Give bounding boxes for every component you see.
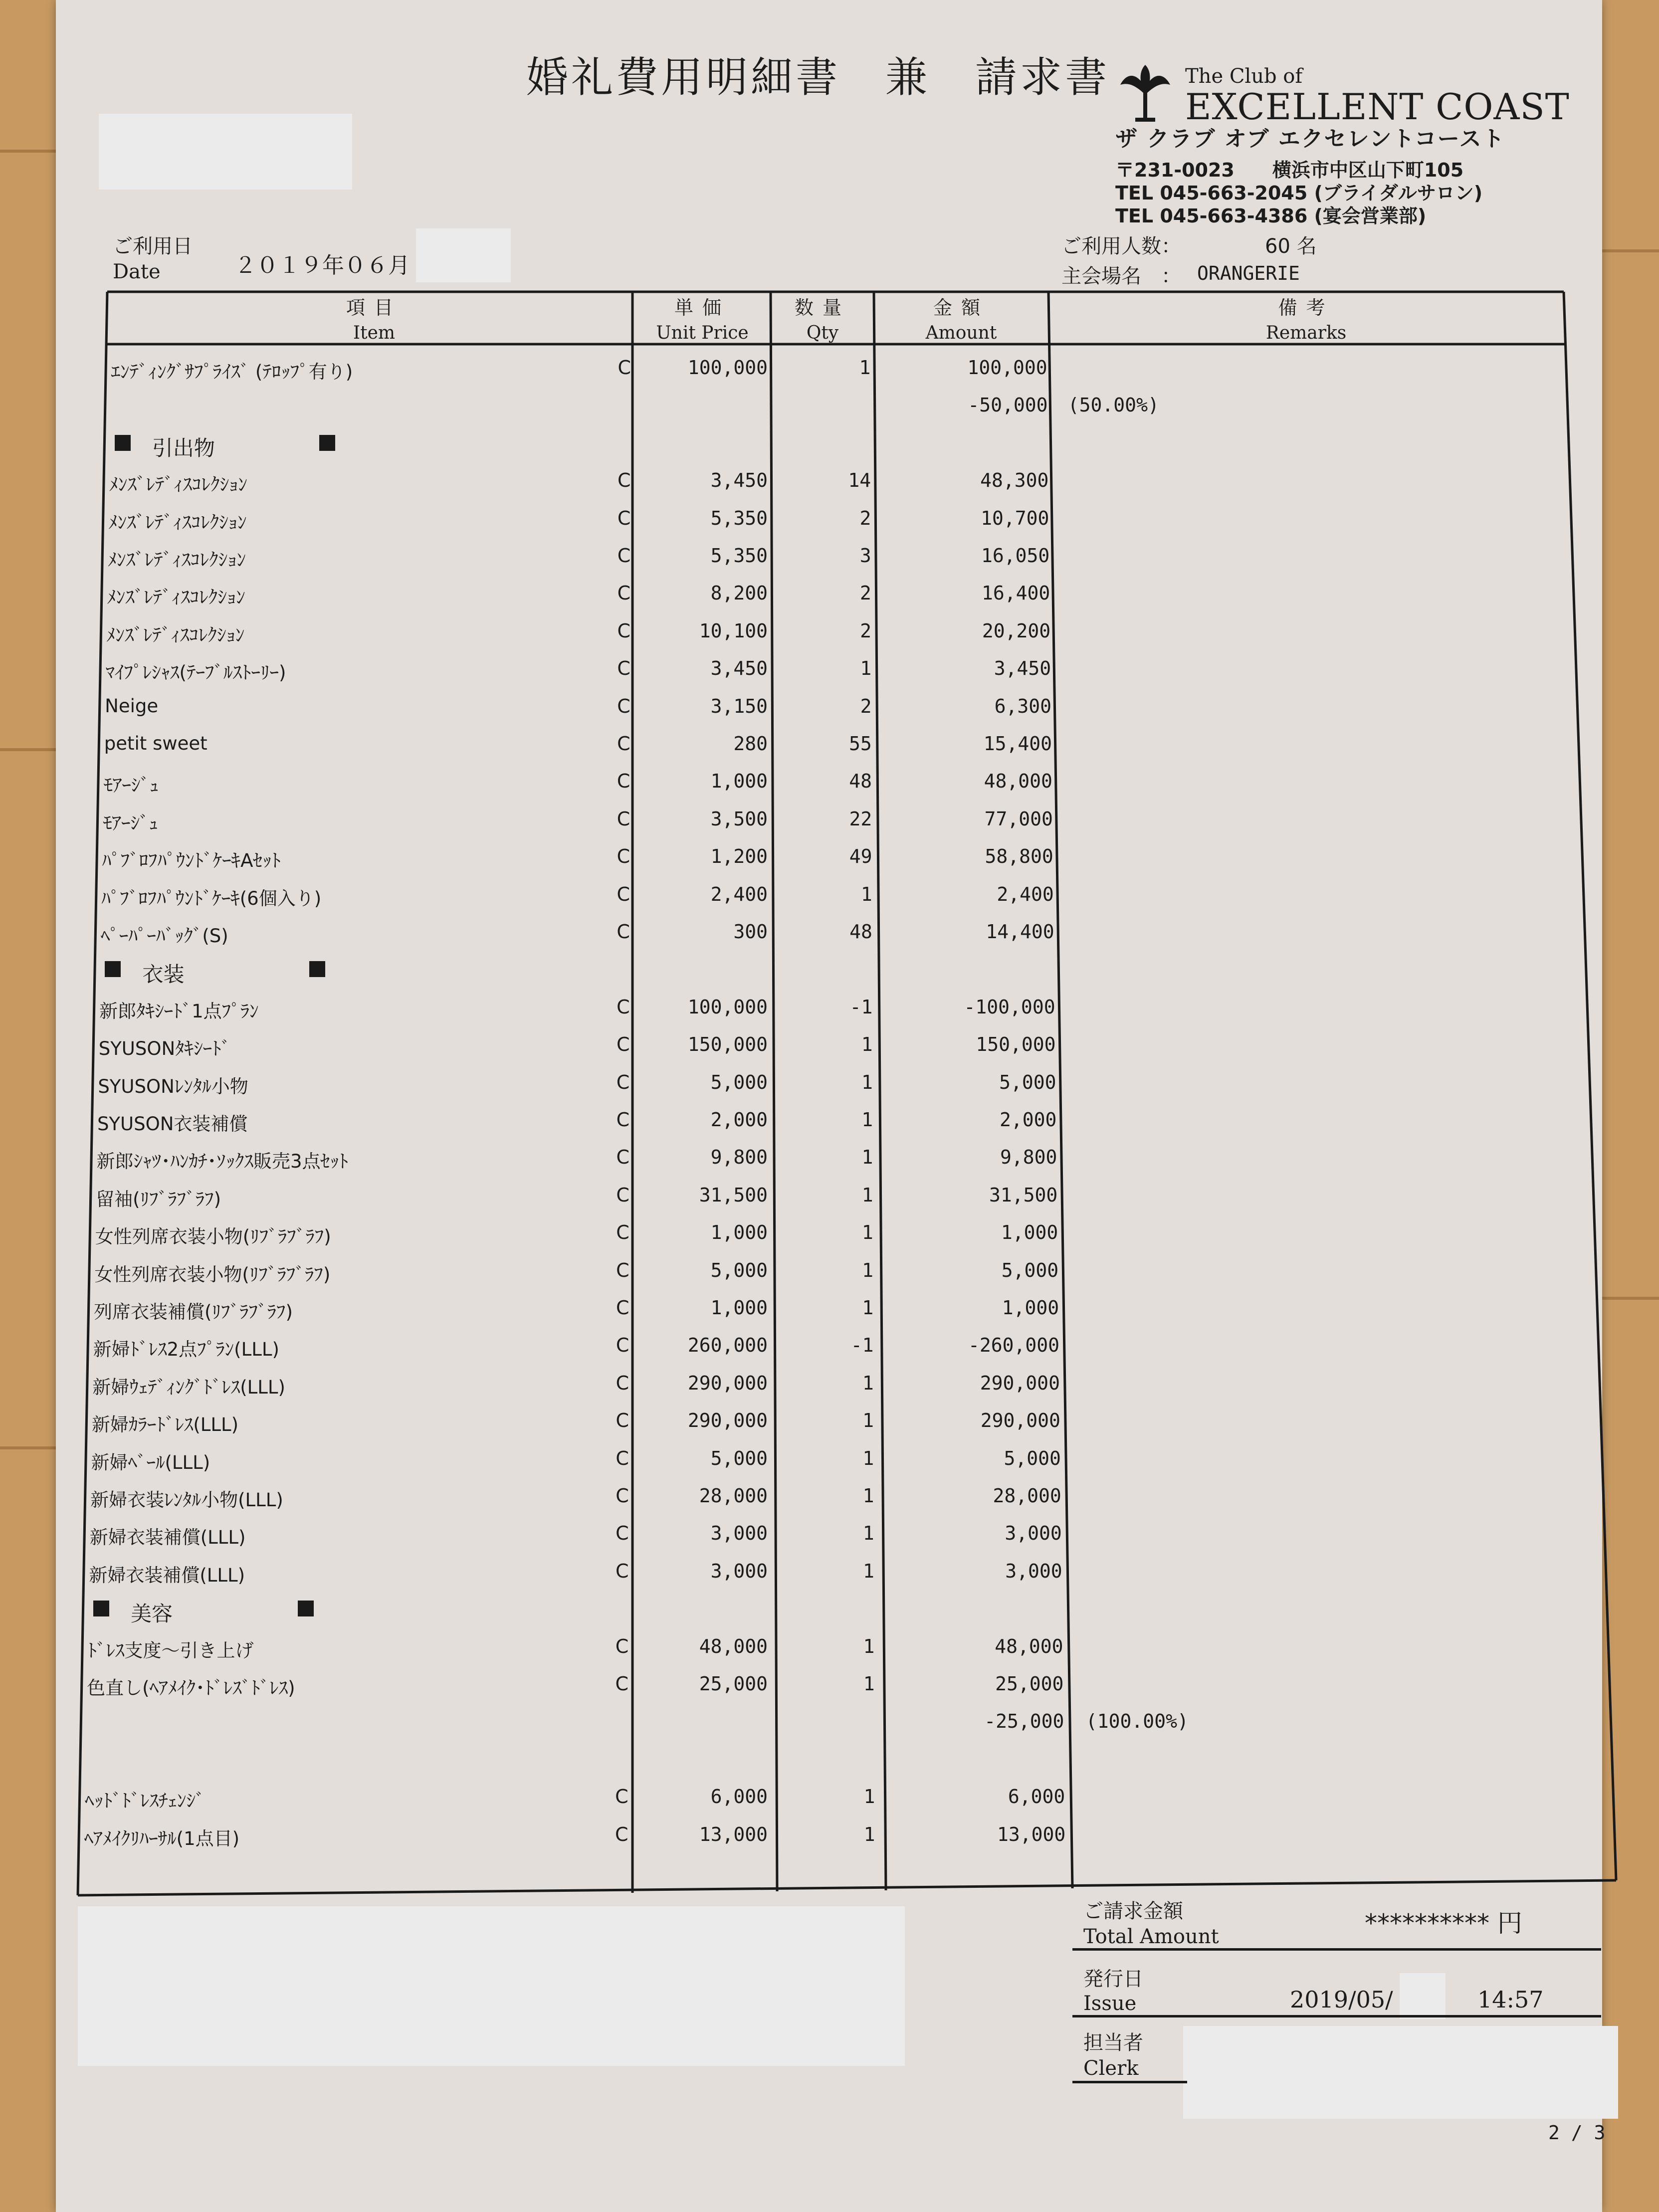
section-header-row	[0, 958, 1659, 988]
qty-cell: 1	[862, 1297, 874, 1319]
amount-cell: 100,000	[967, 357, 1047, 379]
table-row	[0, 1221, 1659, 1251]
total-amount-value: ********** 円	[1365, 1909, 1522, 1938]
tax-code-cell: C	[616, 1146, 630, 1169]
qty-cell: 48	[849, 770, 872, 793]
item-cell: 列席衣装補償(ﾘﾌﾞﾗﾌﾞﾗﾌ)	[94, 1301, 293, 1323]
item-cell: ﾍｱﾒｲｸﾘﾊｰｻﾙ(1点目)	[84, 1827, 240, 1849]
qty-cell: 1	[861, 1071, 873, 1093]
unit-price-cell: 31,500	[699, 1184, 768, 1206]
amount-cell: -100,000	[964, 996, 1055, 1018]
unit-price-cell: 28,000	[699, 1485, 768, 1507]
item-cell: SYUSONﾀｷｼｰﾄﾞ	[98, 1038, 231, 1060]
item-cell: ﾍﾟｰﾊﾟｰﾊﾞｯｸﾞ(S)	[100, 925, 228, 947]
amount-cell: 31,500	[989, 1184, 1058, 1206]
unit-price-cell: 13,000	[699, 1823, 768, 1845]
amount-cell: 28,000	[993, 1485, 1061, 1507]
unit-price-cell: 100,000	[687, 996, 768, 1018]
unit-price-cell: 290,000	[687, 1409, 768, 1432]
item-cell: 女性列席衣装小物(ﾘﾌﾞﾗﾌﾞﾗﾌ)	[95, 1226, 331, 1248]
table-row	[0, 1635, 1659, 1665]
table-row	[0, 733, 1659, 763]
table-row	[0, 1146, 1659, 1176]
table-row	[0, 1748, 1659, 1778]
item-cell: ﾊﾟﾌﾞﾛﾌﾊﾟｳﾝﾄﾞｹｰｷAｾｯﾄ	[102, 850, 281, 872]
venue-value: ORANGERIE	[1197, 262, 1300, 284]
qty-cell: 1	[862, 1485, 874, 1507]
amount-cell: 48,000	[995, 1635, 1063, 1657]
unit-price-cell: 1,000	[710, 1297, 768, 1319]
unit-price-cell: 25,000	[699, 1673, 768, 1695]
item-cell: ﾒﾝｽﾞﾚﾃﾞｨｽｺﾚｸｼｮﾝ	[109, 474, 247, 496]
qty-cell: 1	[862, 1409, 874, 1432]
qty-cell: 3	[859, 545, 871, 567]
amount-cell: -25,000	[984, 1710, 1064, 1733]
item-cell: SYUSON衣装補償	[97, 1113, 248, 1135]
clerk-label-en: Clerk	[1083, 2057, 1139, 2080]
unit-price-cell: 300	[733, 921, 768, 943]
redaction-block	[1183, 2026, 1618, 2119]
qty-cell: 1	[860, 657, 872, 680]
item-cell: ﾏｲﾌﾟﾚｼｬｽ(ﾃｰﾌﾞﾙｽﾄｰﾘｰ)	[105, 662, 286, 684]
qty-cell: 1	[862, 1447, 874, 1469]
table-row	[0, 1823, 1659, 1853]
tax-code-cell: C	[617, 507, 631, 529]
unit-price-cell: 9,800	[710, 1146, 768, 1169]
unit-price-cell: 48,000	[699, 1635, 768, 1657]
amount-cell: 14,400	[986, 921, 1054, 943]
qty-cell: 1	[863, 1786, 875, 1808]
tax-code-cell: C	[617, 582, 631, 604]
amount-cell: 48,300	[980, 469, 1049, 492]
date-label-jp: ご利用日	[113, 235, 193, 258]
remarks-cell: (100.00%)	[1085, 1710, 1189, 1733]
table-row	[0, 921, 1659, 951]
header-amount: 金額 Amount	[925, 297, 997, 343]
unit-price-cell: 3,450	[710, 469, 768, 492]
item-cell: ﾍｯﾄﾞﾄﾞﾚｽﾁｪﾝｼﾞ	[85, 1790, 205, 1812]
table-row	[0, 1334, 1659, 1364]
redaction-block	[78, 1906, 905, 2066]
clerk-label-jp: 担当者	[1083, 2031, 1143, 2054]
item-cell: 新郎ｼｬﾂ･ﾊﾝｶﾁ･ｿｯｸｽ販売3点ｾｯﾄ	[96, 1151, 349, 1173]
venue-label: 主会場名 ：	[1061, 265, 1181, 288]
issue-underline	[1072, 2015, 1601, 2017]
table-row	[0, 394, 1659, 424]
table-row	[0, 883, 1659, 913]
item-cell: ﾒﾝｽﾞﾚﾃﾞｨｽｺﾚｸｼｮﾝ	[108, 511, 247, 533]
amount-cell: 2,000	[1000, 1109, 1057, 1131]
item-cell: ﾒﾝｽﾞﾚﾃﾞｨｽｺﾚｸｼｮﾝ	[106, 624, 245, 646]
tax-code-cell: C	[617, 619, 631, 642]
date-label-en: Date	[113, 260, 161, 283]
item-cell: 女性列席衣装小物(ﾘﾌﾞﾗﾌﾞﾗﾌ)	[94, 1263, 331, 1285]
amount-cell: 58,800	[985, 845, 1053, 868]
tax-code-cell: C	[618, 469, 631, 492]
item-cell: 新婦ｶﾗｰﾄﾞﾚｽ(LLL)	[91, 1414, 239, 1436]
amount-cell: -260,000	[968, 1334, 1060, 1357]
qty-cell: 1	[861, 1109, 873, 1131]
qty-cell: 1	[859, 357, 871, 379]
company-address: 〒231-0023 横浜市中区山下町105	[1115, 159, 1464, 181]
item-cell: 新婦ｳｪﾃﾞｨﾝｸﾞﾄﾞﾚｽ(LLL)	[92, 1376, 285, 1398]
total-underline	[1072, 1948, 1601, 1951]
unit-price-cell: 8,200	[710, 582, 768, 604]
tax-code-cell: C	[617, 845, 630, 868]
unit-price-cell: 5,000	[710, 1259, 768, 1281]
item-cell: ﾒﾝｽﾞﾚﾃﾞｨｽｺﾚｸｼｮﾝ	[107, 549, 246, 571]
company-tel-bridal: TEL 045-663-2045 (ブライダルサロン)	[1115, 182, 1483, 204]
amount-cell: 6,000	[1008, 1786, 1065, 1808]
amount-cell: 6,300	[994, 695, 1052, 717]
date-value: ２０１９年０６月	[234, 253, 410, 278]
section-label: 引出物	[152, 435, 215, 460]
tax-code-cell: C	[615, 1823, 628, 1845]
table-row	[0, 1297, 1659, 1327]
table-row	[0, 507, 1659, 537]
issue-date: 2019/05/	[1290, 1986, 1393, 2013]
qty-cell: -1	[850, 1334, 874, 1357]
redaction-block	[1400, 1973, 1446, 2019]
tax-code-cell: C	[616, 1221, 629, 1244]
table-row	[0, 1710, 1659, 1740]
amount-cell: 150,000	[976, 1033, 1056, 1056]
item-cell: petit sweet	[104, 733, 207, 754]
amount-cell: 290,000	[980, 1409, 1060, 1432]
amount-cell: 9,800	[1000, 1146, 1057, 1169]
guests-label: ご利用人数：	[1061, 235, 1181, 258]
tax-code-cell: C	[616, 1259, 629, 1281]
tax-code-cell: C	[615, 1635, 629, 1657]
tax-code-cell: C	[617, 807, 630, 830]
tax-code-cell: C	[616, 1485, 629, 1507]
section-label: 美容	[130, 1602, 173, 1626]
section-marker-icon	[115, 435, 131, 451]
table-row	[0, 996, 1659, 1026]
amount-cell: 13,000	[997, 1823, 1066, 1845]
item-cell: ｴﾝﾃﾞｨﾝｸﾞｻﾌﾟﾗｲｽﾞ (ﾃﾛｯﾌﾟ有り)	[111, 361, 353, 383]
section-label: 衣装	[142, 962, 185, 987]
unit-price-cell: 5,350	[710, 545, 768, 567]
unit-price-cell: 6,000	[710, 1786, 768, 1808]
section-header-row	[0, 432, 1659, 462]
unit-price-cell: 280	[733, 733, 768, 755]
table-row	[0, 582, 1659, 612]
table-row	[0, 1485, 1659, 1515]
unit-price-cell: 5,000	[710, 1447, 768, 1469]
qty-cell: 22	[849, 807, 872, 830]
tax-code-cell: C	[616, 1447, 629, 1469]
logo-club-of: The Club of	[1185, 65, 1303, 88]
qty-cell: 1	[861, 1184, 873, 1206]
tax-code-cell: C	[616, 1522, 629, 1545]
qty-cell: 1	[861, 1221, 873, 1244]
tax-code-cell: C	[616, 1409, 629, 1432]
table-row	[0, 620, 1659, 650]
qty-cell: 14	[848, 469, 871, 492]
tax-code-cell: C	[616, 1334, 629, 1357]
tax-code-cell: C	[615, 1560, 629, 1582]
table-row	[0, 1372, 1659, 1402]
table-row	[0, 1409, 1659, 1439]
unit-price-cell: 5,350	[710, 507, 768, 529]
table-row	[0, 1560, 1659, 1590]
qty-cell: 2	[860, 695, 872, 717]
header-remarks: 備考 Remarks	[1265, 297, 1347, 343]
unit-price-cell: 260,000	[687, 1334, 768, 1357]
tax-code-cell: C	[616, 1372, 629, 1394]
item-cell: ﾊﾟﾌﾞﾛﾌﾊﾟｳﾝﾄﾞｹｰｷ(6個入り)	[101, 887, 322, 909]
qty-cell: 48	[849, 921, 872, 943]
tax-code-cell: C	[616, 1184, 629, 1206]
amount-cell: 1,000	[1001, 1221, 1058, 1244]
qty-cell: 1	[862, 1259, 874, 1281]
amount-cell: 20,200	[982, 619, 1051, 642]
table-row	[0, 1109, 1659, 1139]
amount-cell: 25,000	[995, 1673, 1064, 1695]
item-cell: Neige	[105, 695, 159, 717]
unit-price-cell: 3,500	[710, 807, 768, 830]
qty-cell: 1	[863, 1673, 875, 1695]
unit-price-cell: 2,000	[710, 1109, 768, 1131]
amount-cell: 48,000	[984, 770, 1052, 793]
item-cell: 色直し(ﾍｱﾒｲｸ･ﾄﾞﾚｽﾞﾄﾞﾚｽ)	[87, 1677, 295, 1699]
qty-cell: 2	[859, 507, 871, 529]
section-marker-icon	[93, 1601, 109, 1616]
tax-code-cell: C	[616, 1297, 629, 1319]
amount-cell: 16,050	[981, 545, 1050, 567]
qty-cell: 55	[848, 733, 872, 755]
page-number: 2 / 3	[1548, 2122, 1606, 2144]
qty-cell: 1	[863, 1823, 875, 1845]
amount-cell: 3,000	[1005, 1522, 1062, 1545]
section-marker-icon	[309, 961, 325, 977]
table-row	[0, 1447, 1659, 1477]
item-cell: ﾓｱｰｼﾞｭ	[103, 812, 158, 834]
tax-code-cell: C	[617, 996, 630, 1018]
qty-cell: 2	[859, 582, 871, 604]
qty-cell: 1	[860, 883, 872, 905]
company-tel-banquet: TEL 045-663-4386 (宴会営業部)	[1115, 205, 1427, 227]
table-row	[0, 657, 1659, 687]
item-cell: 留袖(ﾘﾌﾞﾗﾌﾞﾗﾌ)	[96, 1188, 221, 1210]
qty-cell: 49	[849, 845, 872, 868]
issue-time: 14:57	[1477, 1986, 1544, 2013]
amount-cell: 1,000	[1002, 1297, 1059, 1319]
amount-cell: 77,000	[984, 807, 1053, 830]
table-row	[0, 1259, 1659, 1289]
item-cell: 新婦衣装補償(LLL)	[89, 1527, 246, 1549]
item-cell: 新婦衣装補償(LLL)	[89, 1564, 245, 1586]
tax-code-cell: C	[617, 695, 630, 717]
amount-cell: 3,000	[1005, 1560, 1062, 1582]
unit-price-cell: 1,200	[710, 845, 768, 868]
qty-cell: 1	[862, 1522, 874, 1545]
amount-cell: 290,000	[980, 1372, 1060, 1394]
item-cell: 新婦衣装ﾚﾝﾀﾙ小物(LLL)	[90, 1489, 283, 1511]
table-row	[0, 469, 1659, 499]
total-label-en: Total Amount	[1083, 1925, 1219, 1948]
company-name-kana: ザ クラブ オブ エクセレントコースト	[1115, 126, 1505, 152]
remarks-cell: (50.00%)	[1067, 394, 1159, 416]
tax-code-cell: C	[616, 1033, 630, 1056]
header-unit-price: 単価 Unit Price	[656, 297, 749, 343]
header-qty: 数量 Qty	[794, 297, 850, 343]
total-label-jp: ご請求金額	[1083, 1900, 1183, 1923]
item-cell: 新婦ﾄﾞﾚｽ2点ﾌﾟﾗﾝ(LLL)	[93, 1339, 279, 1361]
amount-cell: 5,000	[1004, 1447, 1061, 1469]
tax-code-cell: C	[617, 657, 630, 680]
amount-cell: 2,400	[997, 883, 1054, 905]
amount-cell: 16,400	[981, 582, 1050, 604]
qty-cell: -1	[849, 996, 873, 1018]
unit-price-cell: 3,000	[710, 1560, 768, 1582]
qty-cell: 1	[863, 1560, 874, 1582]
table-row	[0, 808, 1659, 838]
table-row	[0, 695, 1659, 725]
item-cell: ﾒﾝｽﾞﾚﾃﾞｨｽｺﾚｸｼｮﾝ	[107, 587, 245, 608]
logo-brand: EXCELLENT COAST	[1185, 86, 1570, 128]
tax-code-cell: C	[616, 1071, 630, 1093]
amount-cell: 15,400	[983, 733, 1052, 755]
unit-price-cell: 1,000	[710, 770, 768, 793]
unit-price-cell: 5,000	[710, 1071, 768, 1093]
tax-code-cell: C	[616, 1109, 630, 1131]
section-header-row	[0, 1598, 1659, 1627]
item-cell: ﾄﾞﾚｽ支度～引き上げ	[87, 1639, 254, 1661]
item-cell: ﾓｱｰｼﾞｭ	[103, 775, 159, 797]
issue-label-en: Issue	[1083, 1992, 1137, 2015]
amount-cell: 10,700	[981, 507, 1049, 529]
section-marker-icon	[319, 435, 335, 451]
amount-cell: 5,000	[999, 1071, 1056, 1093]
table-row	[0, 1522, 1659, 1552]
page-title: 婚礼費用明細書 兼 請求書	[526, 53, 1110, 102]
qty-cell: 1	[862, 1372, 874, 1394]
item-cell: 新婦ﾍﾞｰﾙ(LLL)	[91, 1451, 210, 1473]
tax-code-cell: C	[617, 733, 630, 755]
qty-cell: 2	[860, 619, 872, 642]
unit-price-cell: 100,000	[687, 357, 768, 379]
tax-code-cell: C	[617, 921, 630, 943]
tax-code-cell: C	[615, 1786, 628, 1808]
unit-price-cell: 1,000	[710, 1221, 768, 1244]
unit-price-cell: 2,400	[710, 883, 768, 905]
unit-price-cell: 10,100	[699, 619, 768, 642]
table-row	[0, 845, 1659, 875]
table-row	[0, 1184, 1659, 1214]
issue-label-jp: 発行日	[1083, 1968, 1143, 1991]
item-cell: SYUSONﾚﾝﾀﾙ小物	[98, 1075, 248, 1097]
table-row	[0, 1786, 1659, 1815]
tax-code-cell: C	[617, 770, 630, 793]
tax-code-cell: C	[615, 1673, 629, 1695]
tax-code-cell: C	[617, 883, 630, 905]
qty-cell: 1	[863, 1635, 875, 1657]
qty-cell: 1	[861, 1033, 873, 1056]
unit-price-cell: 3,450	[710, 657, 768, 680]
clerk-underline	[1072, 2081, 1187, 2083]
tax-code-cell: C	[617, 545, 631, 567]
table-bottom-border	[78, 1880, 1616, 1895]
header-item: 項目 Item	[346, 297, 402, 343]
unit-price-cell: 290,000	[687, 1372, 768, 1394]
unit-price-cell: 150,000	[687, 1033, 768, 1056]
unit-price-cell: 3,150	[710, 695, 768, 717]
table-row	[0, 1071, 1659, 1101]
amount-cell: 3,450	[994, 657, 1051, 680]
item-cell: 新郎ﾀｷｼｰﾄﾞ1点ﾌﾟﾗﾝ	[99, 1000, 259, 1022]
guests-value: 60 名	[1265, 235, 1317, 258]
table-row	[0, 770, 1659, 800]
amount-cell: -50,000	[968, 394, 1048, 416]
table-row	[0, 357, 1659, 387]
tax-code-cell: C	[618, 357, 631, 379]
unit-price-cell: 3,000	[710, 1522, 768, 1545]
table-row	[0, 545, 1659, 575]
section-marker-icon	[298, 1601, 314, 1616]
section-marker-icon	[105, 961, 121, 977]
table-row	[0, 1033, 1659, 1063]
amount-cell: 5,000	[1001, 1259, 1059, 1281]
table-row	[0, 1673, 1659, 1703]
qty-cell: 1	[861, 1146, 873, 1169]
